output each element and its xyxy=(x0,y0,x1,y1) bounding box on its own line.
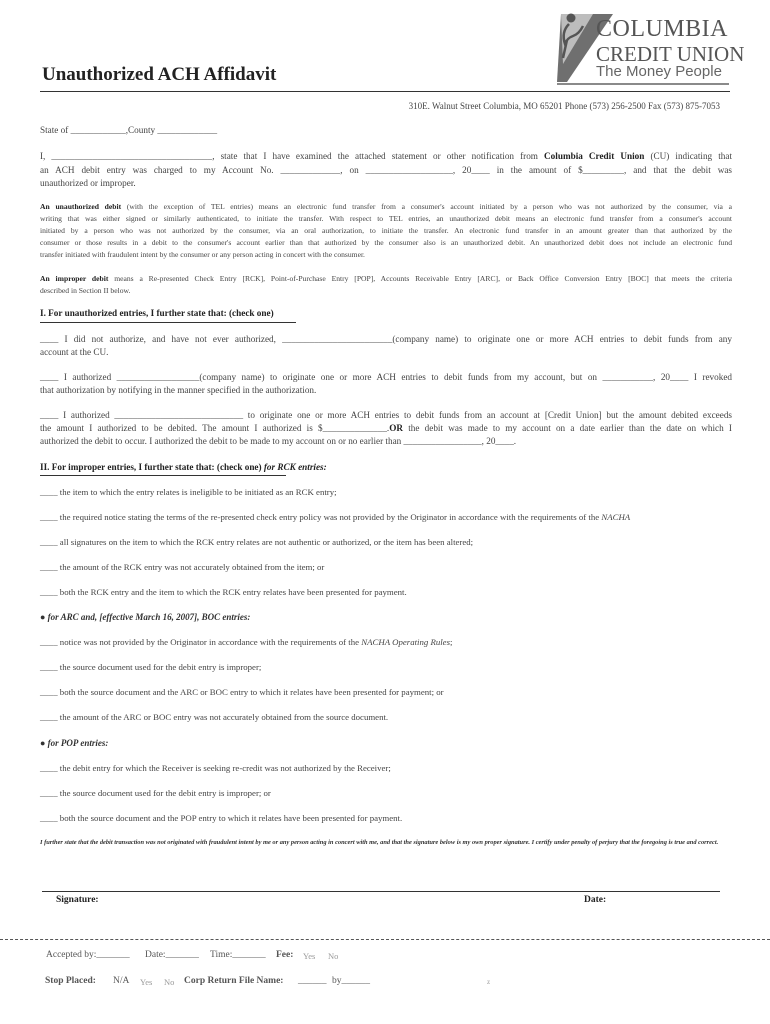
address-line: 310E. Walnut Street Columbia, MO 65201 Phone (573) 256-2500 Fax (573) 875-7053 xyxy=(408,101,720,111)
page-title: Unauthorized ACH Affidavit xyxy=(42,64,277,85)
fee-yes-option[interactable]: Yes xyxy=(303,951,316,961)
unauth-text: (with the exception of TEL entries) means an electronic fund transfer from a consumer's account initiated by a person who was not authorized by the consumer, via a xyxy=(121,202,733,211)
arc-item-1-text: ____ notice was not provided by the Originator in accordance with the requirements of the xyxy=(40,637,362,647)
section-2-underline xyxy=(40,475,286,476)
rck-item-3[interactable]: ____ all signatures on the item to which the RCK entry relates are not authentic or authorized, or the item has been altered; xyxy=(40,537,474,547)
date-label: Date: xyxy=(584,895,607,905)
intro-text-c: (CU) indicating that xyxy=(644,151,732,161)
intro-line-3: unauthorized or improper. xyxy=(40,178,136,188)
arc-item-3[interactable]: ____ both the source document and the ARC or BOC entry to which it relates have been presented for payment; or xyxy=(40,687,444,697)
s1-item3-line1[interactable]: ____ I authorized ____________________________ to originate one or more ACH entries to debit funds from an account at [Credit Union] but the amount debited exceeds xyxy=(40,410,732,420)
section-2-heading-text: II. For improper entries, I further state that: (check one) xyxy=(40,462,262,472)
unauth-def-line-5: transfer initiated with fraudulent intent by the consumer or any person acting in concert with the consumer. xyxy=(40,250,365,259)
unauth-def-line-2: writing that was either signed or similarly authenticated, to initiate the transfer. With respect to TEL entries, an unauthorized debit means an electronic fund transfer from a consumer's account xyxy=(40,214,732,223)
s1-item3-text-b: the debit was made to my account on a date earlier than the date on which I xyxy=(403,423,732,433)
s1-item3-line3[interactable]: authorized the debit to occur. I authorized the debit to be made to my account on or no earlier than _________________, 20____. xyxy=(40,436,517,446)
s1-item3-text-a: the amount I authorized to be debited. The amount I authorized is $______________. xyxy=(40,423,390,433)
unauth-term: An unauthorized debit xyxy=(40,202,122,211)
nacha-rules-ref: NACHA Operating Rules xyxy=(361,637,451,647)
intro-line-1[interactable] xyxy=(40,150,732,164)
s1-item2-line1[interactable]: ____ I authorized __________________(company name) to originate one or more ACH entries to debit funds from my account, but on ___________, 20____ I revoked xyxy=(40,372,732,382)
improper-def-line-1 xyxy=(40,273,732,286)
s1-item1-line2: account at the CU. xyxy=(40,347,109,357)
rck-item-5[interactable]: ____ both the RCK entry and the item to which the RCK entry relates have been presented for payment. xyxy=(40,587,407,597)
corp-return-field[interactable]: ______ xyxy=(298,976,327,986)
arc-item-1-end: ; xyxy=(450,637,453,647)
stop-yes-option[interactable]: Yes xyxy=(140,977,153,987)
cut-line xyxy=(0,939,770,940)
rck-item-2[interactable] xyxy=(40,512,630,522)
rck-item-2-text: ____ the required notice stating the terms of the re-presented check entry policy was not provided by the Originator in accordance with the requirements of the xyxy=(40,512,602,522)
stop-no-option[interactable]: No xyxy=(164,977,175,987)
pop-item-2[interactable]: ____ the source document used for the debit entry is improper; or xyxy=(40,788,271,798)
intro-line-2[interactable]: an ACH debit entry was charged to my Account No. _____________, on ___________________, 20____ in the amount of $_________, and that the debit was xyxy=(40,165,732,175)
accepted-by-field[interactable]: Accepted by:_______ xyxy=(46,950,130,960)
credit-union-name: Columbia Credit Union xyxy=(544,151,645,161)
by-field[interactable]: by______ xyxy=(332,976,370,986)
header-rule xyxy=(40,91,730,92)
signature-line[interactable] xyxy=(42,891,720,892)
fee-label: Fee: xyxy=(276,950,294,960)
section-2-heading-italic: for RCK entries: xyxy=(261,462,327,472)
stop-placed-label: Stop Placed: xyxy=(45,976,96,986)
pop-item-1[interactable]: ____ the debit entry for which the Receiver is seeking re-credit was not authorized by the Receiver; xyxy=(40,763,391,773)
signature-label: Signature: xyxy=(56,895,99,905)
unauth-def-line-4: consumer or those results in a debit to the consumer's account earlier than that authorized by the consumer also is an unauthorized debit. An unauthorized debit does not include an electronic fund xyxy=(40,238,732,247)
logo-wordmark-line1: COLUMBIA xyxy=(596,16,729,42)
s1-item1-line1[interactable]: ____ I did not authorize, and have not ever authorized, ________________________(company name) to originate one or more ACH entries to debit funds from any xyxy=(40,334,732,344)
arc-item-4[interactable]: ____ the amount of the ARC or BOC entry was not accurately obtained from the source document. xyxy=(40,712,389,722)
state-county-line[interactable]: State of ____________,County _____________ xyxy=(40,125,218,135)
section-1-underline xyxy=(40,322,296,323)
pop-heading: ● for POP entries: xyxy=(40,738,109,748)
section-1-heading: I. For unauthorized entries, I further state that: (check one) xyxy=(40,308,274,318)
section-2-heading xyxy=(40,462,327,472)
page-mark: z xyxy=(487,978,491,986)
s1-item3-line2[interactable] xyxy=(40,422,732,436)
arc-item-2[interactable]: ____ the source document used for the debit entry is improper; xyxy=(40,662,262,672)
office-time-field[interactable]: Time:_______ xyxy=(210,950,266,960)
arc-boc-heading: ● for ARC and, [effective March 16, 2007], BOC entries: xyxy=(40,612,251,622)
pop-item-3[interactable]: ____ both the source document and the POP entry to which it relates have been presented for payment. xyxy=(40,813,403,823)
or-label: OR xyxy=(389,423,403,433)
rck-item-4[interactable]: ____ the amount of the RCK entry was not accurately obtained from the item; or xyxy=(40,562,325,572)
arc-item-1[interactable] xyxy=(40,637,452,647)
unauth-def-line-3: initiated by a person who was not authorized by the consumer, via an oral authorization, to initiate the transfer. An electronic fund transfer in an amount greater than that authorized by the xyxy=(40,226,732,235)
fee-no-option[interactable]: No xyxy=(328,951,339,961)
improper-term: An improper debit xyxy=(40,274,109,283)
s1-item2-line2: that authorization by notifying in the manner specified in the authorization. xyxy=(40,385,317,395)
logo-wordmark-line2: CREDIT UNION xyxy=(596,42,745,66)
corp-return-label: Corp Return File Name: xyxy=(184,976,284,986)
office-date-field[interactable]: Date:_______ xyxy=(145,950,199,960)
logo-tagline: The Money People xyxy=(596,63,722,80)
nacha-ref: NACHA xyxy=(601,512,631,522)
improper-def-line-2: described in Section II below. xyxy=(40,286,131,295)
unauth-def-line-1 xyxy=(40,201,732,214)
improper-text: means a Re-presented Check Entry [RCK], Point-of-Purchase Entry [POP], Accounts Receivable Entry [ARC], or Back Office Conversion Entry [BOC] that meets the criteria xyxy=(108,274,732,283)
certification-text: I further state that the debit transaction was not originated with fraudulent intent by me or any person acting in concert with me, and that the signature below is my own proper signature. I certify under penalty of perjury that the foregoing is true and correct. xyxy=(40,839,719,846)
intro-text-a: I, ___________________________________, state that I have examined the attached statement or other notification from xyxy=(40,151,545,161)
rck-item-1[interactable]: ____ the item to which the entry relates is ineligible to be initiated as an RCK entry; xyxy=(40,487,337,497)
stop-na-option[interactable]: N/A xyxy=(113,976,130,986)
